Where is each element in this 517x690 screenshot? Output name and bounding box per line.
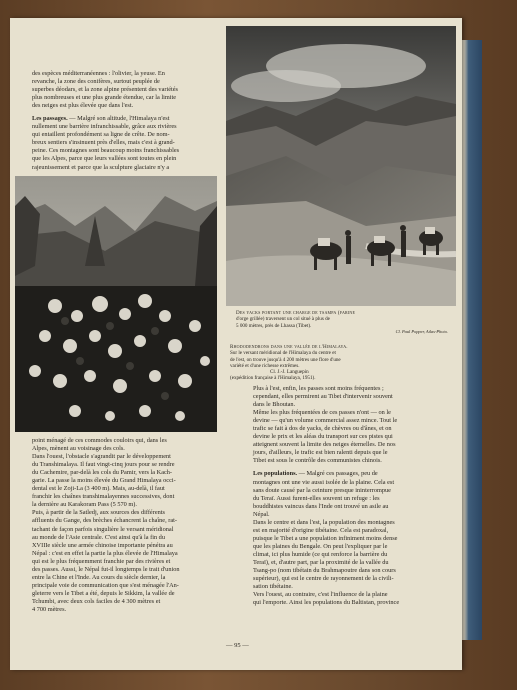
text-line: tachant de façon parfois singulière le versant méridional (32, 525, 174, 533)
text-line: qui est le plus fréquemment franchie par des rivières et (32, 557, 171, 565)
text-line: Népal. (253, 510, 270, 518)
text-line: que les Alpes, parce que leurs vallées sont toutes en plein (32, 155, 177, 163)
text-line: XVIIIe siècle une armée chinoise importante pénétra au (32, 541, 173, 549)
text-line: franchir les chaînes transhimalayennes successives, dont (32, 493, 175, 501)
caption-line: Sur le versant méridional de l'Himalaya du centre et (230, 350, 336, 357)
text-line: peine. Ces montagnes sont beaucoup moins franchissables (32, 147, 180, 155)
text-line: trafic se fait à dos de yacks, de chèvres ou d'ânes, et on (253, 425, 392, 433)
text-line: qui l'emporte. Ainsi les populations du Baltistan, province (253, 599, 400, 607)
text-line: des espèces méditerranéennes : l'olivier, la yeuse. En (32, 70, 165, 77)
text-line: superbes déodars, et la zone alpine présentent des variétés (32, 86, 178, 94)
photo-rhododendrons-valley (15, 176, 217, 432)
caption-line: de l'est, on trouve jusqu'à 4 200 mètres une flore d'une (230, 356, 341, 363)
text-line: Les populations. — Malgré ces passages, peu de (253, 470, 378, 478)
text-line: Même les plus fréquentées de ces passes n'ont — on le (253, 409, 391, 417)
caption-line: d'orge grillée) traversent un col situé à plus de (236, 316, 330, 323)
caption-line: 5 000 mètres, près de Lhassa (Tibet). (236, 322, 312, 329)
text-line: est en majorité d'origine tibétaine. Cela est paradoxal, (253, 526, 389, 534)
text-line: qui entaillent profondément sa ligne de crête. De nom- (32, 131, 170, 139)
text-line: Alpes, mènent au voisinage des cols. (32, 445, 125, 453)
text-line: montagnes ont une vie aussi isolée de la plaine. Cela est (253, 478, 395, 486)
text-line: du Cachemire, par-delà les cols du Pamir, vers la Kach- (32, 469, 173, 477)
text-line: Vers l'ouest, au contraire, c'est l'influence de la plaine (253, 591, 388, 599)
text-line: entre la Chine et l'Inde. Au cours du siècle dernier, la (32, 573, 166, 581)
text-line: la dernière au Karakoram Pass (5 570 m). (32, 501, 137, 509)
caption-yaks (236, 310, 448, 335)
caption-yaks-credit: Cl. Paul Popper, Atlas-Photo. (395, 328, 448, 334)
text-line: climat, ici plus humide (ce qui renforce la barrière du (253, 550, 388, 558)
photo-yaks-mountain-pass (226, 26, 456, 306)
text-line: garie. La passe la moins élevée du Grand Himalaya occi- (32, 477, 176, 485)
text-line: nullement une barrière infranchissable, grâce aux rivières (32, 123, 177, 131)
text-line: du Teraï. Aussi furent-elles souvent un refuge : les (253, 494, 380, 502)
text-line: au monde de l'Asie centrale. C'est ainsi qu'à la fin du (32, 533, 165, 541)
text-line: sans doute causé par la ceinture presque ininterrompue (253, 486, 391, 494)
section-heading-passages: Les passages. (32, 115, 68, 123)
text-line: devine — qu'un volume commercial assez mince. Tout le (253, 417, 398, 425)
text-line: puisque le Tibet a une population infiniment moins dense (253, 534, 398, 542)
page-number: — 95 — (226, 642, 249, 649)
book-page (10, 18, 462, 670)
text-line: des passes. Aussi, le Népal fut-il longtemps le trait d'union (32, 565, 180, 573)
text-line: sation tibétaine. (253, 583, 293, 591)
text-line: 4 700 mètres. (32, 605, 67, 613)
text-line: Tibet est sous le contrôle des communistes chinois. (253, 457, 382, 465)
text-line: supérieur), qui est le centre de rayonnement de la civili- (253, 575, 394, 583)
text-line: affluents du Gange, des brèches échancrent la chaîne, rat- (32, 517, 177, 525)
text-line: plus nombreuses et une plus grande étendue, car la limite (32, 94, 177, 102)
text-line: gleterre vers le Tibet a été, depuis le Sikkim, la vallée de (32, 589, 175, 597)
text-line: Puis, à partir de la Satledj, aux sources des différents (32, 509, 165, 517)
text-line: jours, d'ailleurs, le trafic est bien ralenti depuis que le (253, 449, 388, 457)
text-line: Népal : c'est en effet la partie la plus élevée de l'Himalaya (32, 549, 178, 557)
section-heading-populations: Les populations. (253, 470, 298, 478)
left-column-top (32, 70, 220, 172)
text-line: dans le Bhoutan. (253, 401, 296, 409)
text-line: rajeunissement et parce que la sculpture glaciaire n'y a (32, 163, 170, 171)
caption-line: variété et d'une richesse extrêmes. (230, 362, 300, 369)
text-line: devine le prix et les aléas du transport sur ces pistes qui (253, 433, 393, 441)
text-line: cependant, elles permirent au Tibet d'intervenir souvent (253, 393, 393, 401)
text-line: dental est le Zoji-La (3 400 m). Mais, au-delà, il faut (32, 485, 165, 493)
text-line: atteignent souvent la limite des neiges éternelles. De nos (253, 441, 396, 449)
text-line: revanche, la zone des conifères, surtout peuplée de (32, 78, 160, 86)
text-line: breux sentiers s'insinuent près d'elles, mais c'est à grand- (32, 139, 175, 147)
text-line: du Transhimalaya. Il faut vingt-cinq jours pour se rendre (32, 461, 175, 469)
text-line: bouddhistes vaincus dans l'Inde ont trouvé un asile au (253, 502, 389, 510)
caption-rhodo-title: Rhododendrons dans une vallée de l'Himalaya. (230, 344, 348, 350)
text-line: Les passages. — Malgré son altitude, l'Himalaya n'est (32, 115, 170, 123)
caption-yaks-title: Des yacks portant une charge de tsampa (farine (236, 310, 356, 316)
text-line: Plus à l'est, enfin, les passes sont moins fréquentes ; (253, 385, 384, 392)
caption-rhodo-credit: Cl. J.-J. Languepin (270, 369, 309, 376)
text-line: point ménagé de ces commodes couloirs qui, dans les (32, 437, 167, 444)
caption-rhodo-credit-2: (expédition française à l'Himalaya, 1951). (230, 375, 316, 382)
text-line: Dans le centre et dans l'est, la population des montagnes (253, 518, 395, 526)
text-line: des neiges est plus élevée que dans l'est. (32, 102, 134, 110)
text-line: Tsang-po (nom tibétain du Brahmapoutre dans son cours (253, 567, 396, 575)
left-column-bottom (32, 437, 222, 614)
text-line: Dans l'ouest, l'obstacle s'agrandit par le développement (32, 453, 171, 461)
text-line: Teraï), et, d'autre part, par la proximité de la vallée du (253, 558, 389, 566)
text-line: Tchumbi, avec deux cols faciles de 4 300 mètres et (32, 597, 161, 605)
caption-rhododendrons (230, 344, 390, 382)
text-line: principale voie de communication que s'est ménagée l'An- (32, 581, 179, 589)
text-line: que les plaines du Bengale. On peut l'expliquer par le (253, 542, 388, 550)
right-column (253, 385, 453, 607)
